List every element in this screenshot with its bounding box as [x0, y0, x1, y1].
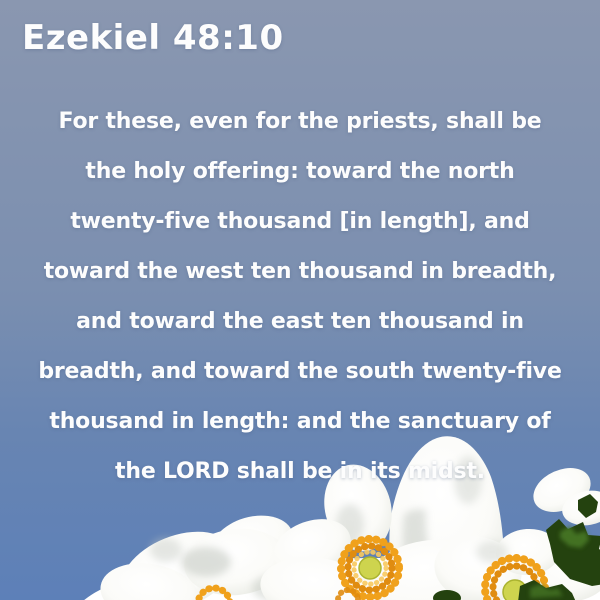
- verse-text: [0, 97, 600, 497]
- verse-line-4: toward the west ten thousand in breadth,: [43, 259, 557, 284]
- verse-line-5: and toward the east ten thousand in: [76, 309, 524, 334]
- center-flower-stamens: [341, 539, 399, 597]
- verse-line-6: breadth, and toward the south twenty-five: [38, 359, 562, 384]
- center-flower-disc: [359, 557, 381, 579]
- verse-line-1: For these, even for the priests, shall be: [58, 109, 542, 134]
- verse-reference: Ezekiel 48:10: [22, 18, 284, 58]
- verse-line-8: the LORD shall be in its midst.: [115, 459, 485, 484]
- verse-line-2: the holy offering: toward the north: [85, 159, 515, 184]
- verse-line-3: twenty-five thousand [in length], and: [70, 209, 530, 234]
- verse-line-7: thousand in length: and the sanctuary of: [49, 409, 551, 434]
